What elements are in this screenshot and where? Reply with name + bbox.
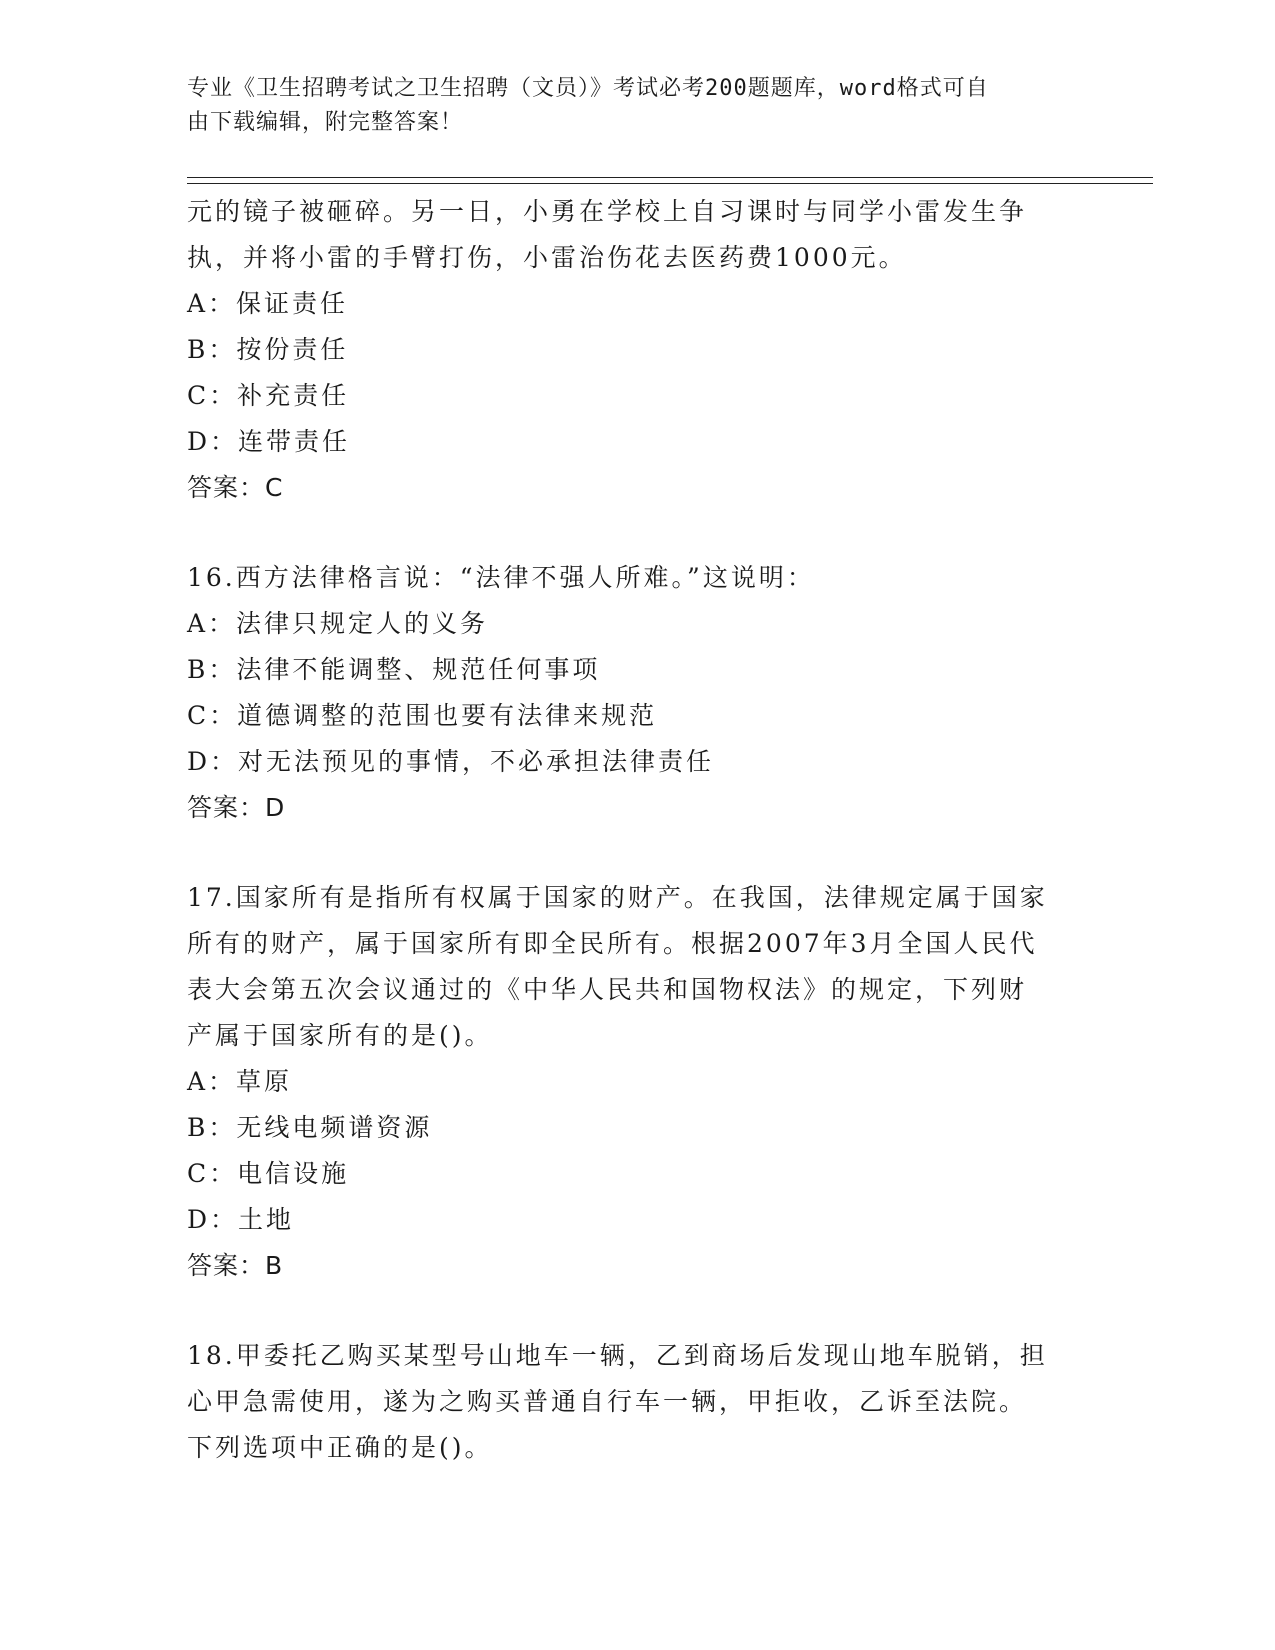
option-a: A：保证责任 bbox=[187, 289, 349, 318]
question-text-line: 17.国家所有是指所有权属于国家的财产。在我国，法律规定属于国家 bbox=[187, 883, 1048, 912]
question-18 bbox=[187, 1333, 1087, 1471]
question-15-continuation bbox=[187, 189, 1087, 511]
option-d: D：对无法预见的事情，不必承担法律责任 bbox=[187, 747, 715, 776]
option-c: C：道德调整的范围也要有法律来规范 bbox=[187, 701, 658, 730]
question-text-line: 16.西方法律格言说：“法律不强人所难。”这说明： bbox=[187, 563, 815, 592]
question-16 bbox=[187, 555, 1087, 831]
question-text-line: 所有的财产，属于国家所有即全民所有。根据2007年3月全国人民代 bbox=[187, 929, 1038, 958]
header-line-1: 专业《卫生招聘考试之卫生招聘（文员）》考试必考200题题库，word格式可自 bbox=[187, 76, 989, 101]
question-text-line: 产属于国家所有的是()。 bbox=[187, 1021, 493, 1050]
header-divider-bottom bbox=[187, 183, 1153, 184]
answer-line: 答案：D bbox=[187, 793, 286, 822]
option-b: B：按份责任 bbox=[187, 335, 349, 364]
option-c: C：电信设施 bbox=[187, 1159, 350, 1188]
answer-line: 答案：B bbox=[187, 1251, 284, 1280]
question-spacer bbox=[187, 511, 1087, 555]
option-b: B：无线电频谱资源 bbox=[187, 1113, 433, 1142]
option-d: D：连带责任 bbox=[187, 427, 351, 456]
question-17 bbox=[187, 875, 1087, 1289]
option-a: A：法律只规定人的义务 bbox=[187, 609, 489, 638]
question-text-line: 表大会第五次会议通过的《中华人民共和国物权法》的规定，下列财 bbox=[187, 975, 1028, 1004]
document-body bbox=[187, 189, 1087, 1471]
document-header bbox=[187, 72, 1067, 140]
option-c: C：补充责任 bbox=[187, 381, 350, 410]
question-spacer bbox=[187, 831, 1087, 875]
question-text-line: 执，并将小雷的手臂打伤，小雷治伤花去医药费1000元。 bbox=[187, 243, 907, 272]
option-a: A：草原 bbox=[187, 1067, 293, 1096]
question-spacer bbox=[187, 1289, 1087, 1333]
answer-line: 答案：C bbox=[187, 473, 284, 502]
question-text-line: 下列选项中正确的是()。 bbox=[187, 1433, 493, 1462]
option-d: D：土地 bbox=[187, 1205, 295, 1234]
question-text-line: 元的镜子被砸碎。另一日，小勇在学校上自习课时与同学小雷发生争 bbox=[187, 197, 1028, 226]
question-text-line: 18.甲委托乙购买某型号山地车一辆，乙到商场后发现山地车脱销，担 bbox=[187, 1341, 1048, 1370]
option-b: B：法律不能调整、规范任何事项 bbox=[187, 655, 601, 684]
header-divider-top bbox=[187, 177, 1153, 178]
question-text-line: 心甲急需使用，遂为之购买普通自行车一辆，甲拒收，乙诉至法院。 bbox=[187, 1387, 1028, 1416]
header-line-2: 由下载编辑，附完整答案！ bbox=[187, 110, 464, 135]
